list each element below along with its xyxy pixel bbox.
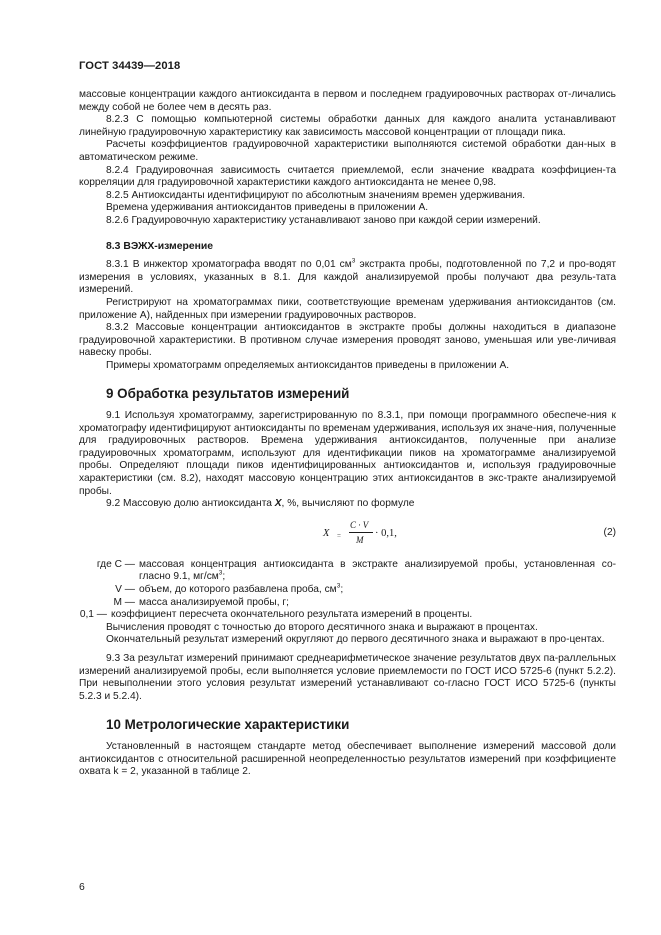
definition-row	[79, 609, 616, 622]
definition-symbol: где C —	[96, 558, 135, 570]
text-run: массовая концентрация антиоксиданта в экстракте анализируемой пробы, установленная со-гласно 9.1, мг/см	[139, 558, 616, 583]
section-heading: 8.3 ВЭЖХ-измерение	[106, 240, 214, 252]
paragraph: Регистрируют на хроматограммах пики, соответствующие временам удерживания антиоксидантов (см. приложение А), найденных при измерении градуировочных растворов.	[79, 296, 616, 321]
formula	[79, 517, 616, 553]
definition-symbol: M —	[113, 596, 135, 608]
definition-row	[79, 559, 616, 584]
page-content	[79, 89, 616, 779]
paragraph: Окончательный результат измерений округляют до первого десятичного знака и выражают в про-центах.	[106, 634, 605, 646]
formula-denominator: M	[356, 534, 364, 545]
paragraph: 8.2.5 Антиоксиданты идентифицируют по абсолютным значениям времен удерживания.	[106, 189, 526, 201]
definition-symbol: V —	[115, 584, 135, 595]
superscript: 3	[336, 582, 341, 590]
paragraph: 8.2.4 Градуировочная зависимость считается приемлемой, если значение квадрата коэффициен-та корреляции для градуировочной характеристики каждого антиоксиданта не менее 0,98.	[79, 164, 616, 189]
page-number: 6	[79, 882, 85, 893]
paragraph: Примеры хроматограмм определяемых антиоксидантов приведены в приложении А.	[106, 359, 510, 371]
paragraph: Вычисления проводят с точностью до второго десятичного знака и выражают в процентах.	[106, 621, 538, 633]
text-run: экстракта пробы, подготовленной по 7,2 и про-водят измерения в условиях, указанных в 8.1. Для каждой анализируемой пробы получают два резуль-тата измерений.	[79, 259, 617, 296]
definition-row	[79, 584, 616, 597]
definition-text	[139, 584, 616, 597]
paragraph: 8.2.6 Градуировочную характеристику устанавливают заново при каждой серии измерений.	[106, 214, 541, 226]
formula-number: (2)	[603, 526, 616, 538]
text-run: 8.3.1 В инжектор хроматографа вводят по 0,01 см	[106, 259, 352, 271]
paragraph: Расчеты коэффициентов градуировочной характеристики выполняются системой обработки дан-ных в автоматическом режиме.	[79, 139, 616, 163]
definition-text: коэффициент пересчета окончательного результата измерений в проценты.	[111, 609, 473, 621]
paragraph: Установленный в настоящем стандарте метод обеспечивает выполнение измерений массовой доли антиоксидантов с относительной расширенной неопределенностью результатов измерений при коэффициенте охвата k = 2, указанной в таблице 2.	[79, 740, 616, 778]
formula-multiplier: · 0,1,	[375, 527, 397, 539]
paragraph	[79, 498, 616, 511]
superscript: 3	[218, 570, 223, 578]
definition-row	[79, 597, 616, 610]
variable-definitions	[79, 559, 616, 622]
text-run: ;	[222, 571, 226, 583]
definition-symbol: 0,1 —	[79, 609, 107, 621]
section-heading: 10 Метрологические характеристики	[106, 717, 350, 733]
variable: X	[274, 498, 282, 510]
paragraph: массовые концентрации каждого антиоксиданта в первом и последнем градуировочных растворах от-личались между собой не более чем в десять раз.	[79, 89, 616, 113]
paragraph: 8.3.2 Массовые концентрации антиоксидантов в экстракте пробы должны находиться в диапазоне градуировочной характеристики. В противном случае измерения проводят заново, уменьшая или уве-личивая навеску пробы.	[79, 322, 616, 359]
paragraph: Времена удерживания антиоксидантов приведены в приложении А.	[106, 202, 429, 214]
text-run: 9.2 Массовую долю антиоксиданта	[106, 498, 275, 510]
formula-numerator: C · V	[350, 519, 369, 530]
paragraph	[79, 259, 616, 297]
formula-lhs: X	[323, 527, 330, 539]
paragraph: 9.3 За результат измерений принимают среднеарифметическое значение результатов двух па-раллельных измерений анализируемой пробы, если выполняется условие приемлемости по ГОСТ ИСО 5725-6 (пункт 5.2.2). При невыполнении этого условия результат измерений устанавливают со-гласно ГОСТ ИСО 5725-6 (пункты 5.2.3 и 5.2.4).	[79, 652, 616, 702]
fraction-bar	[349, 532, 373, 533]
paragraph: 8.2.3 С помощью компьютерной системы обработки данных для каждого аналита устанавливают линейную градуировочную характеристику как зависимость массовой концентрации от площади пика.	[79, 114, 616, 138]
text-run: объем, до которого разбавлена проба, см	[139, 584, 337, 595]
text-run: ;	[340, 584, 344, 595]
page-header: ГОСТ 34439—2018	[79, 60, 181, 72]
text-run: , %, вычисляют по формуле	[281, 498, 415, 510]
definition-text: масса анализируемой пробы, г;	[139, 596, 289, 608]
definition-text	[139, 559, 616, 584]
superscript: 3	[351, 257, 356, 265]
formula-equals: =	[337, 531, 341, 540]
paragraph: 9.1 Используя хроматограмму, зарегистрированную по 8.3.1, при помощи программного обеспече-ния к хроматографу идентифицируют антиоксиданты по временам удерживания, используя их значе-ния, полученные для градуировочных растворов. Времена удерживания антиоксидантов, полученные при анализе градуировочных хроматограмм, используют для идентификации пиков на хроматограмме анализируемой пробы. Определяют площади пиков идентифицированных антиоксидантов и, используя градуировочные характеристики (см. 8.2), находят массовую концентрацию этих антиоксидантов в экс-тракте анализируемой пробы.	[79, 410, 616, 497]
section-heading: 9 Обработка результатов измерений	[106, 386, 350, 402]
